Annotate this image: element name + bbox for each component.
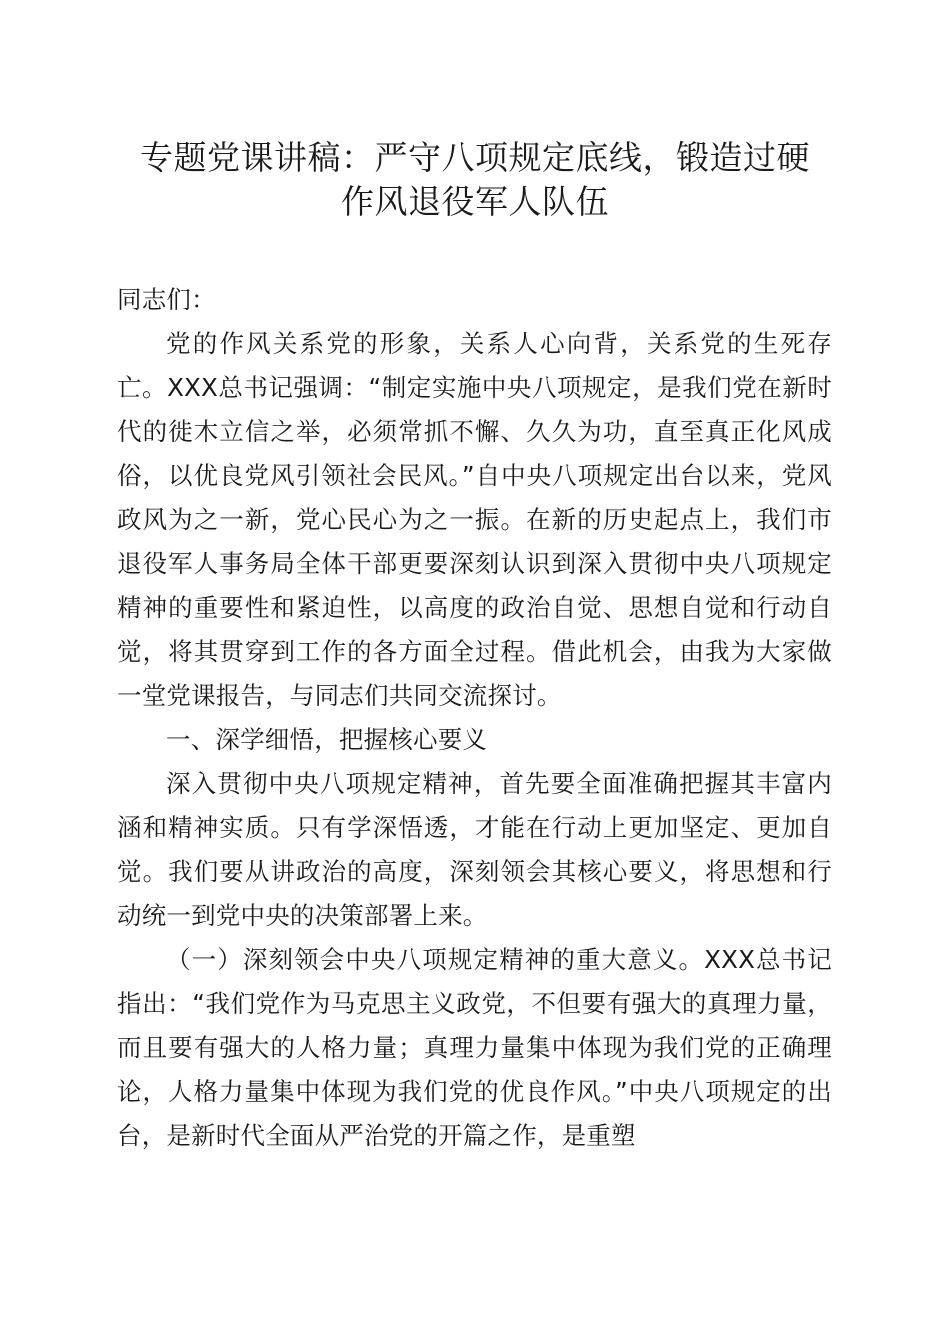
paragraph-intro: 党的作风关系党的形象，关系人心向背，关系党的生死存亡。XXX总书记强调：“制定实施中央八项规定，是我们党在新时代的徙木立信之举，必须常抓不懈、久久为功，直至真正化风成俗，以优良党风引领社会民风。”自中央八项规定出台以来，党风政风为之一新，党心民心为之一振。在新的历史起点上，我们市退役军人事务局全体干部更要深刻认识到深入贯彻中央八项规定精神的重要性和紧迫性，以高度的政治自觉、思想自觉和行动自觉，将其贯穿到工作的各方面全过程。借此机会，由我为大家做一堂党课报告，与同志们共同交流探讨。 xyxy=(117,329,832,710)
paragraph-section-1: 深入贯彻中央八项规定精神，首先要全面准确把握其丰富内涵和精神实质。只有学深悟透，才能在行动上更加坚定、更加自觉。我们要从讲政治的高度，深刻领会其核心要义，将思想和行动统一到党中央的决策部署上来。 xyxy=(117,769,832,930)
document-title xyxy=(100,136,850,224)
title-line-1: 专题党课讲稿：严守八项规定底线，锻造过硬 xyxy=(140,138,810,177)
document-body xyxy=(117,278,832,1158)
section-heading-1: 一、深学细悟，把握核心要义 xyxy=(166,725,488,754)
paragraph-subsection-1: （一）深刻领会中央八项规定精神的重大意义。XXX总书记指出：“我们党作为马克思主义政党，不但要有强大的真理力量，而且要有强大的人格力量；真理力量集中体现为我们党的正确理论，人格力量集中体现为我们党的优良作风。”中央八项规定的出台，是新时代全面从严治党的开篇之作，是重塑 xyxy=(117,945,832,1150)
title-line-2: 作风退役军人队伍 xyxy=(341,182,609,221)
salutation: 同志们： xyxy=(117,285,216,314)
